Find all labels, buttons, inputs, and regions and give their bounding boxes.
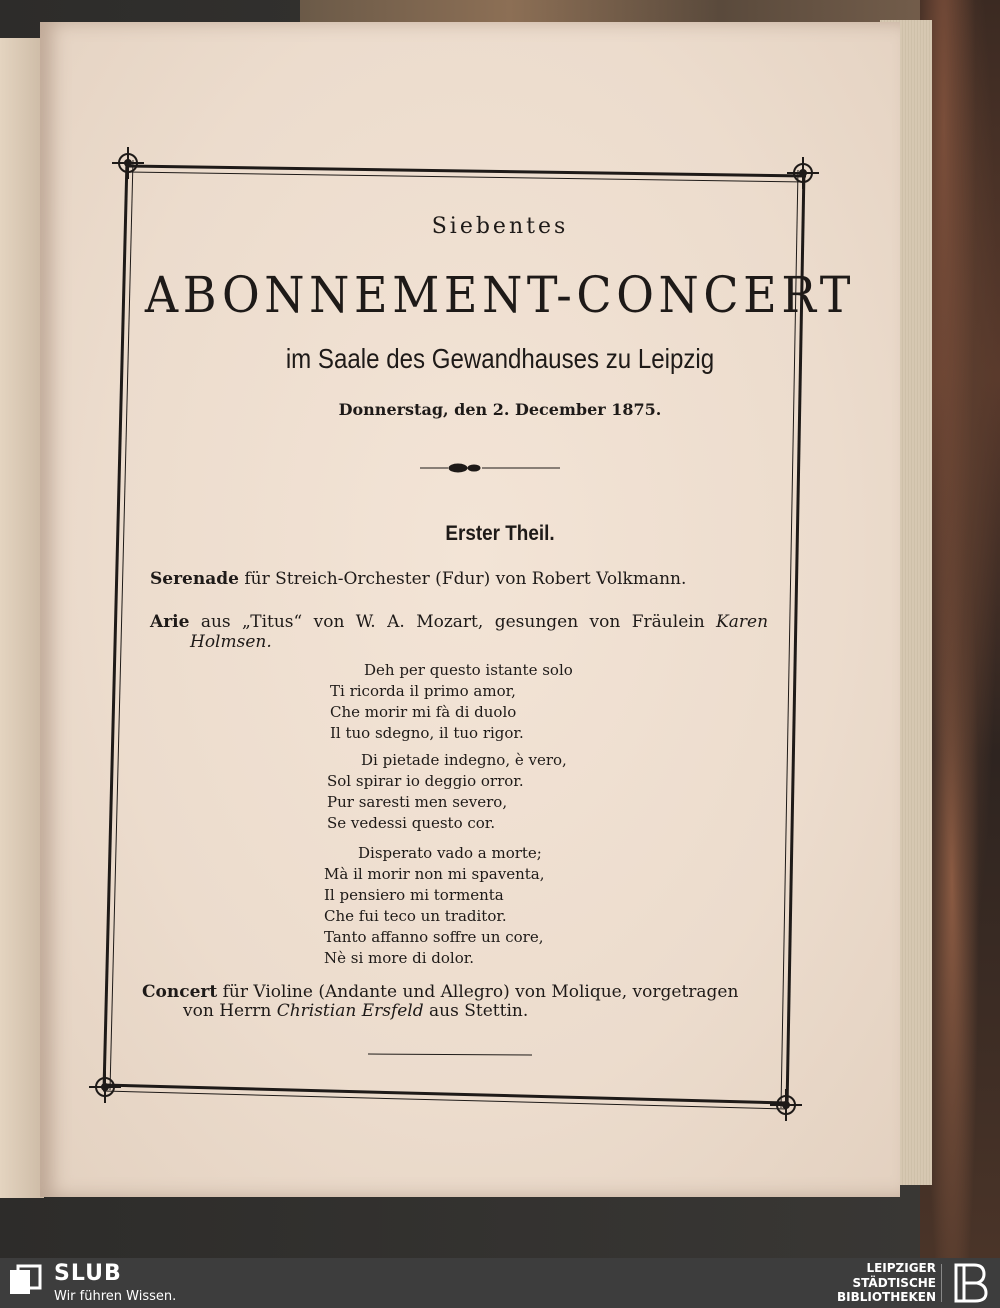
footer-divider (941, 1264, 942, 1302)
item-text: von Herrn (183, 1001, 272, 1021)
verse-line: Tanto affanno soffre un core, (324, 928, 544, 946)
left-page-edge (0, 38, 44, 1198)
singer-name: Karen (716, 612, 769, 632)
library-line: LEIPZIGER (866, 1261, 936, 1275)
verse-line: Ti ricorda il primo amor, (330, 682, 516, 700)
program-item-serenade (150, 569, 686, 589)
item-title: Serenade (150, 569, 239, 589)
slub-logo-icon[interactable] (8, 1264, 44, 1300)
item-text: aus „Titus“ von W. A. Mozart, gesungen von Fräulein (200, 612, 705, 632)
library-name[interactable] (837, 1261, 936, 1305)
slub-claim: Wir führen Wissen. (54, 1289, 177, 1304)
program-item-arie (150, 612, 768, 632)
verse-line: Se vedessi questo cor. (327, 814, 496, 832)
verse-1 (330, 660, 573, 744)
verse-line: Deh per questo istante solo (364, 661, 573, 679)
verse-line: Il pensiero mi tormenta (324, 886, 504, 904)
item-text: aus Stettin. (429, 1001, 529, 1021)
date-line: Donnerstag, den 2. December 1875. (338, 400, 662, 419)
verse-line: Pur saresti men severo, (327, 793, 508, 811)
verse-line: Il tuo sdegno, il tuo rigor. (330, 724, 524, 742)
singer-name-cont: Holmsen. (190, 632, 272, 652)
program-item-concert-cont (183, 1001, 528, 1021)
part-title: Erster Theil. (445, 522, 555, 545)
item-text: für Violine (Andante und Allegro) von Molique, vorgetragen (222, 982, 739, 1002)
verse-2 (327, 750, 567, 834)
book-cover-top (300, 0, 1000, 22)
verse-line: Che fui teco un traditor. (324, 907, 507, 925)
verse-3 (324, 843, 545, 969)
performer-name: Christian Ersfeld (276, 1001, 424, 1021)
verse-line: Disperato vado a morte; (358, 844, 542, 862)
verse-line: Sol spirar io deggio orror. (327, 772, 524, 790)
verse-line: Nè si more di dolor. (324, 949, 475, 967)
item-title: Arie (150, 612, 190, 632)
library-line: BIBLIOTHEKEN (836, 1290, 936, 1304)
verse-line: Che morir mi fà di duolo (330, 703, 517, 721)
verse-line: Di pietade indegno, è vero, (361, 751, 567, 769)
verse-line: Mà il morir non mi spaventa, (324, 865, 545, 883)
item-title: Concert (142, 982, 218, 1002)
library-line: STÄDTISCHE (852, 1275, 936, 1290)
item-text: für Streich-Orchester (Fdur) von Robert Volkmann. (244, 569, 687, 589)
venue-line: im Saale des Gewandhauses zu Leipzig (285, 343, 715, 374)
slub-name[interactable]: SLUB (54, 1261, 122, 1286)
heading-main: ABONNEMENT-CONCERT (144, 266, 856, 324)
marbled-book-cover (920, 0, 1000, 1258)
library-b-logo-icon[interactable] (948, 1261, 992, 1305)
heading-small: Siebentes (431, 214, 569, 239)
viewer-footer (0, 1258, 1000, 1308)
program-item-concert (142, 982, 738, 1002)
